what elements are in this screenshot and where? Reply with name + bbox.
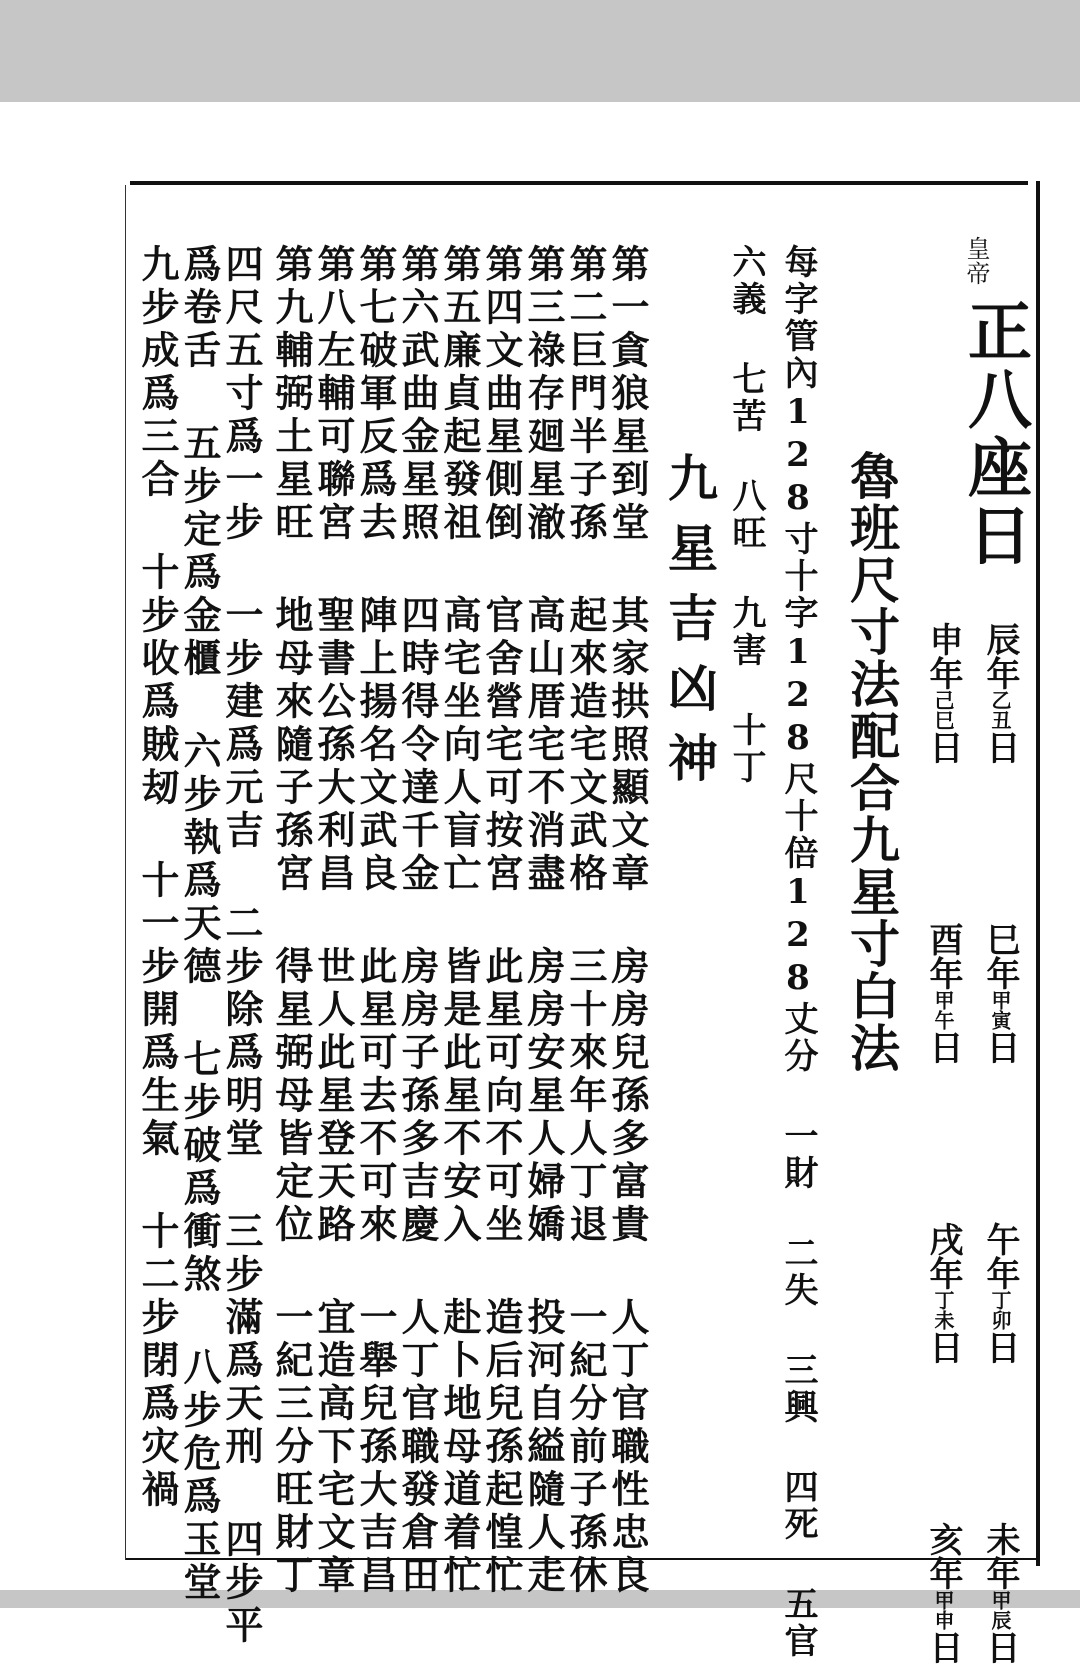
date-stem: 丁卯 bbox=[988, 1290, 1012, 1330]
step-line: 九步成爲三合 十步收爲賊刼 十一步開爲生氣 十二步閉爲灾禍 bbox=[135, 244, 180, 1512]
star-line: 第二巨門半子孫 起來造宅文武格 三十來年人丁退 一紀分前子孫休 bbox=[563, 244, 608, 1598]
date-column-right bbox=[980, 622, 1020, 1664]
page-title: 正八座日 bbox=[957, 298, 1032, 570]
date-stem: 丁未 bbox=[931, 1290, 955, 1330]
right-border-rule bbox=[1036, 181, 1040, 1566]
date-year: 申年 bbox=[923, 622, 963, 690]
top-border-rule bbox=[130, 181, 1028, 185]
star-line: 第一貪狼星到堂 其家拱照顯文章 房房兒孫多富貴 人丁官職性忠良 bbox=[605, 244, 650, 1598]
star-line: 第八左輔可聯宮 聖書公孫大利昌 世人此星登天路 宜造高下宅文章 bbox=[311, 244, 356, 1598]
emperor-label: 皇帝 bbox=[962, 236, 990, 286]
date-day: 日 bbox=[980, 1630, 1020, 1664]
date-stem: 甲申 bbox=[931, 1590, 955, 1630]
date-year: 未年 bbox=[980, 1522, 1020, 1590]
star-line: 第三祿存廻星澈 高山厝宅不消盡 房房安星人婦嬌 投河自縊隨人走 bbox=[521, 244, 566, 1598]
date-year: 戌年 bbox=[923, 1222, 963, 1290]
star-line: 第七破軍反爲去 陣上揚名文武良 此星可去不可來 一舉兒孫大吉昌 bbox=[353, 244, 398, 1598]
top-gray-band bbox=[0, 0, 1080, 102]
date-day: 日 bbox=[923, 1330, 963, 1364]
star-line: 第九輔弼土星旺 地母來隨子孫宮 得星弼母皆定位 一紀三分旺財丁 bbox=[269, 244, 314, 1598]
rule-line-2: 六義 七苦 八旺 九害 十丁 bbox=[726, 244, 766, 786]
nine-stars-heading: 九星吉凶神 bbox=[660, 452, 719, 802]
date-year: 酉年 bbox=[923, 922, 963, 990]
step-line: 四尺五寸爲一步 一步建爲元吉 二步除爲明堂 三步滿爲天刑 四步平 bbox=[219, 244, 264, 1648]
date-column-left bbox=[923, 622, 963, 1664]
date-stem: 甲寅 bbox=[988, 990, 1012, 1030]
date-day: 日 bbox=[923, 1030, 963, 1064]
date-day: 日 bbox=[980, 1330, 1020, 1364]
date-stem: 甲午 bbox=[931, 990, 955, 1030]
star-line: 第四文曲星側倒 官舍營宅可按宮 此星可向不可坐 造后兒孫起惶忙 bbox=[479, 244, 524, 1598]
date-day: 日 bbox=[980, 1030, 1020, 1064]
date-year: 巳年 bbox=[980, 922, 1020, 990]
date-year: 午年 bbox=[980, 1222, 1020, 1290]
rule-line-1: 每字管內128寸十字128尺十倍128丈分 一財 二失 三興 四死 五官 bbox=[778, 244, 818, 1660]
star-line: 第六武曲金星照 四時得令達千金 房房子孫多吉慶 人丁官職發倉田 bbox=[395, 244, 440, 1598]
star-line: 第五廉貞起發祖 高宅坐向人盲亡 皆是此星不安入 赴卜地母道着忙 bbox=[437, 244, 482, 1598]
date-day: 日 bbox=[923, 1630, 963, 1664]
section-subtitle: 魯班尺寸法配合九星寸白法 bbox=[842, 450, 901, 1074]
date-stem: 乙丑 bbox=[988, 690, 1012, 730]
date-stem: 甲辰 bbox=[988, 1590, 1012, 1630]
left-border-rule bbox=[125, 185, 126, 1560]
date-day: 日 bbox=[923, 730, 963, 764]
date-day: 日 bbox=[980, 730, 1020, 764]
date-stem: 己巳 bbox=[931, 690, 955, 730]
step-line: 爲卷舌 五步定爲金櫃 六步執爲天德 七步破爲衝煞 八步危爲玉堂 bbox=[177, 244, 222, 1605]
date-year: 辰年 bbox=[980, 622, 1020, 690]
date-year: 亥年 bbox=[923, 1522, 963, 1590]
